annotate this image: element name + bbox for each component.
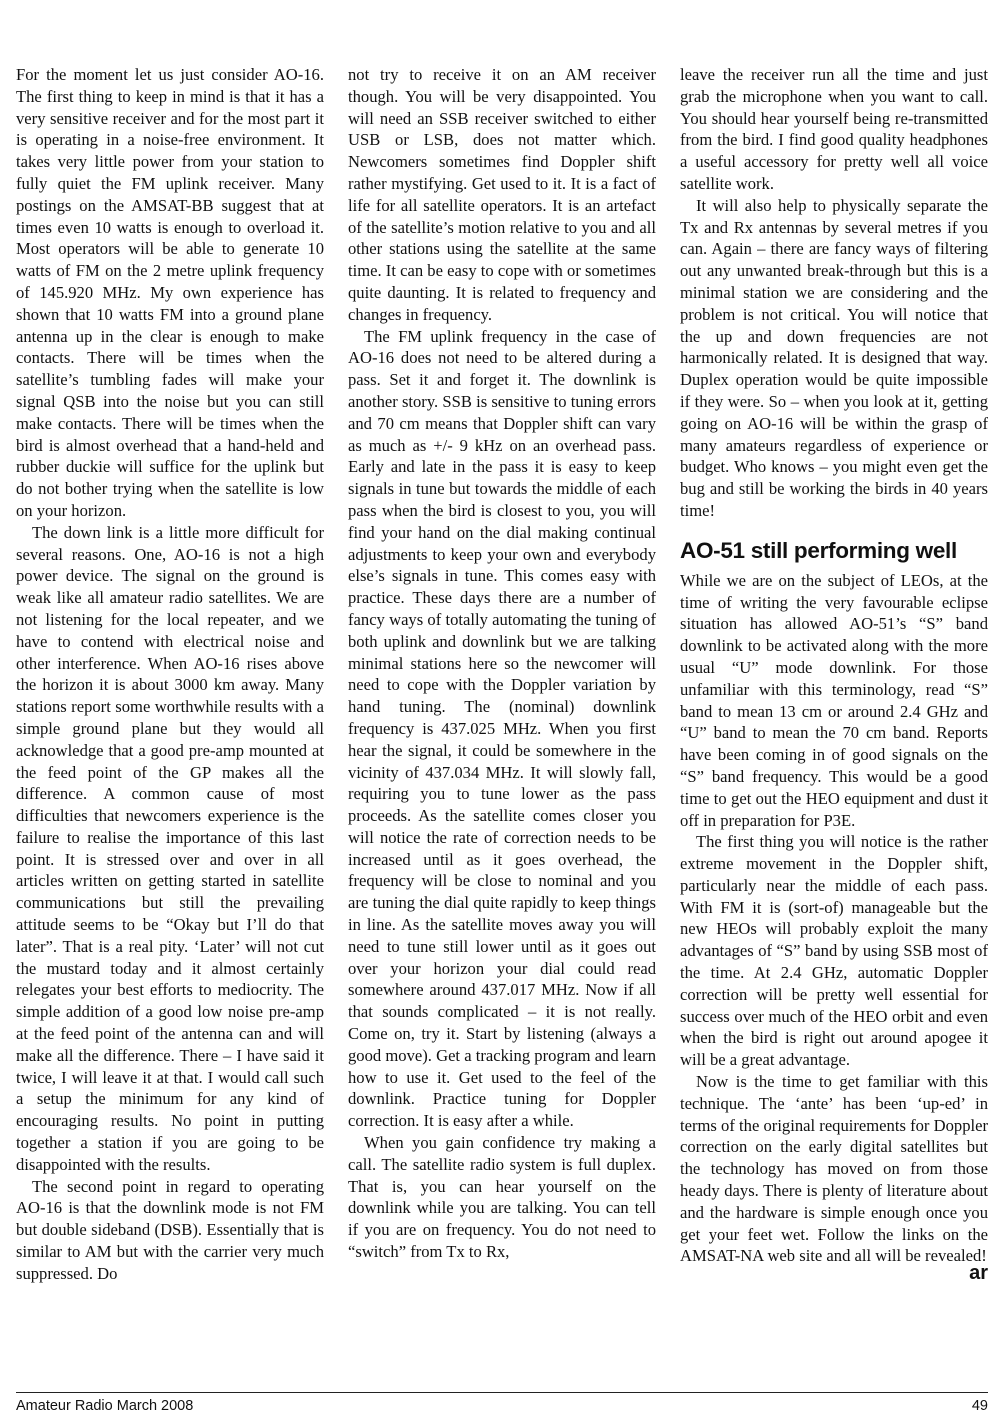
paragraph: It will also help to physically separate the Tx and Rx antennas by several metres if you can. Again – there are fancy ways of filtering out any unwanted break-through but this is a minimal station we are considering and the problem is not critical. You will notice that the up and down frequencies are not harmonically related. It is designed that way. Duplex operation would be quite impossible if they were. So – when you look at it, getting going on AO-16 will be within the grasp of many amateurs regardless of experience or budget. Who knows – you might even get the bug and still be working the birds in 40 years time! xyxy=(680,195,988,520)
publication-name: Amateur Radio March 2008 xyxy=(16,1398,194,1414)
end-of-article-mark: ar xyxy=(969,1262,988,1285)
paragraph: The down link is a little more difficult for several reasons. One, AO-16 is not a high power device. The signal on the ground is weak like all amateur radio satellites. We are not listening for the local repeater, and we have to contend with electrical noise and other interference. When AO-16 rises above the horizon it is about 3000 km away. Many stations report some worthwhile results with a simple ground plane but they would all acknowledge that a good pre-amp mounted at the feed point of the GP makes all the difference. A common cause of most difficulties that newcomers experience is the failure to realise the importance of this last point. It is stressed over and over in all articles written on getting started in satellite communications but still the prevailing attitude seems to be “Okay but I’ll do that later”. That is a real pity. ‘Later’ will not cut the mustard today and it almost certainly relegates your best efforts to mediocrity. The simple addition of a good low noise pre-amp at the feed point of the antenna can and will make all the difference. There – I have said it twice, I will leave it at that. I would call such a setup the minimum for any kind of encouraging results. No point in putting together a station if you are going to be disappointed with the results. xyxy=(16,522,324,1174)
page-number: 49 xyxy=(971,1398,988,1414)
paragraph: While we are on the subject of LEOs, at the time of writing the very favourable eclipse situation has allowed AO-51’s “S” band downlink to be activated along with the more usual “U” mode downlink. For those unfamiliar with this terminology, read “S” band to mean 13 cm or around 2.4 GHz and “U” band to mean the 70 cm band. Reports have been coming in of good signals on the “S” band frequency. This would be a good time to get out the HEO equipment and dust it off in preparation for P3E. xyxy=(680,570,988,830)
section-heading: AO-51 still performing well xyxy=(680,537,957,563)
paragraph: The FM uplink frequency in the case of AO-16 does not need to be altered during a pass. Set it and forget it. The downlink is another story. SSB is sensitive to tuning errors and 70 cm means that Doppler shift can vary as much as +/- 9 kHz on an overhead pass. Early and late in the pass it is easy to keep signals in tune but towards the middle of each pass when the bird is closest to you, you will find your hand on the dial making continual adjustments to keep your own and everybody else’s signals in tune. This comes easy with practice. These days there are a number of fancy ways of totally automating the tuning of both uplink and downlink but we are talking minimal stations here so the newcomer will need to cope with the Doppler variation by hand tuning. The (nominal) downlink frequency is 437.025 MHz. When you first hear the signal, it could be somewhere in the vicinity of 437.034 MHz. It will slowly fall, requiring you to tune lower as the pass proceeds. As the satellite comes closer you will notice the rate of correction needs to be increased until as it goes overhead, the frequency will be close to nominal and you are tuning the dial quite rapidly to keep things in line. As the satellite moves away you will need to tune still lower until as it goes out over your horizon your dial could read somewhere around 437.017 MHz. Now if all that sounds complicated – it is not really. Come on, try it. Start by listening (always a good move). Get a tracking program and learn how to use it. Get used to the feel of the downlink. Practice tuning for Doppler correction. It is easy after a while. xyxy=(348,326,656,1131)
footer-rule xyxy=(16,1392,988,1393)
column-3 xyxy=(680,64,988,1384)
paragraph: leave the receiver run all the time and just grab the microphone when you want to call. You should hear yourself being re-transmitted from the bird. I find good quality headphones a useful accessory for pretty well all voice satellite work. xyxy=(680,65,988,193)
column-1 xyxy=(16,64,324,1384)
article-columns xyxy=(16,64,988,1384)
paragraph: The first thing you will notice is the rather extreme movement in the Doppler shift, particularly near the middle of each pass. With FM it is (sort-of) manageable but the new HEOs will probably exploit the many advantages of “S” band by using SSB most of the time. At 2.4 GHz, automatic Doppler correction will be pretty well essential for success over much of the HEO orbit and even when the bird is right out around apogee it will be a great advantage. xyxy=(680,832,988,1070)
paragraph: not try to receive it on an AM receiver though. You will be very disappointed. You will need an SSB receiver switched to either USB or LSB, does not matter which. Newcomers sometimes find Doppler shift rather mystifying. Get used to it. It is a fact of life for all satellite operators. It is an artefact of the satellite’s motion relative to you and all other stations using the satellite at the same time. It can be easy to cope with or sometimes quite daunting. It is related to frequency and changes in frequency. xyxy=(348,65,656,324)
paragraph: The second point in regard to operating AO-16 is that the downlink mode is not FM but double sideband (DSB). Essentially that is similar to AM but with the carrier very much suppressed. Do xyxy=(16,1176,324,1283)
column-2 xyxy=(348,64,656,1384)
paragraph: Now is the time to get familiar with this technique. The ‘ante’ has been ‘up-ed’ in terms of the original requirements for Doppler correction on the early digital satellites but the technology has moved on from those heady days. There is plenty of literature about and the hardware is simple enough once you get your feet wet. Follow the links on the AMSAT-NA web site and all will be revealed! xyxy=(680,1072,988,1266)
paragraph: When you gain confidence try making a call. The satellite radio system is full duplex. That is, you can hear yourself on the downlink while you are talking. You can tell if you are on frequency. You do not need to “switch” from Tx to Rx, xyxy=(348,1133,656,1262)
paragraph: For the moment let us just consider AO-16. The first thing to keep in mind is that it has a very sensitive receiver and for the most part it is operating in a noise-free environment. It takes very little power from your station to fully quiet the FM uplink receiver. Many postings on the AMSAT-BB suggest that at times even 10 watts is enough to overload it. Most operators will be able to generate 10 watts of FM on the 2 metre uplink frequency of 145.920 MHz. My own experience has shown that 10 watts FM into a ground plane antenna up in the clear is enough to make contacts. There will be times when the satellite’s tumbling fades will make your signal QSB into the noise but you can still make contacts. There will be times when the bird is almost overhead that a hand-held and rubber duckie will suffice for the uplink but do not bother trying when the satellite is low on your horizon. xyxy=(16,65,324,520)
page-footer xyxy=(16,1396,988,1416)
